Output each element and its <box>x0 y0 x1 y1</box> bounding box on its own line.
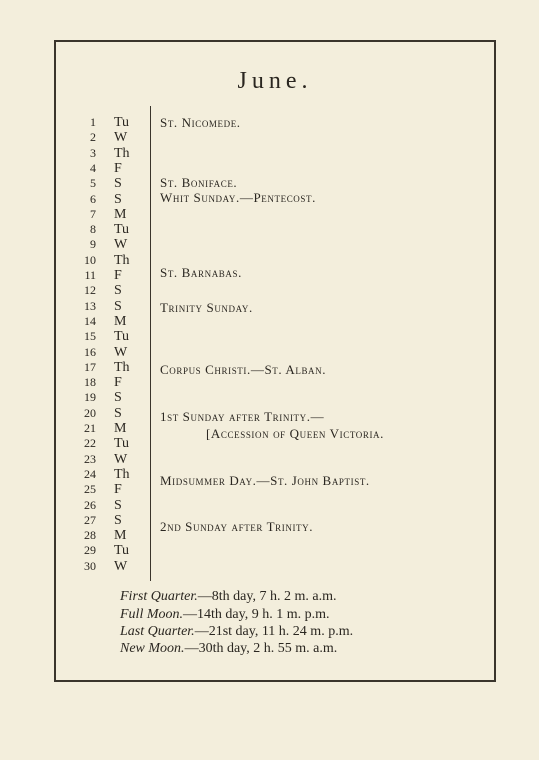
moon-phase-label: New Moon. <box>120 641 185 656</box>
moon-phase-time: —30th day, 2 h. 55 m. a.m. <box>184 641 338 656</box>
event-text: St. Nicomede. <box>160 115 241 130</box>
weekday-abbrev: F <box>114 482 122 498</box>
weekday-abbrev: F <box>114 268 122 283</box>
day-number: 6 <box>90 191 96 206</box>
event-text: Corpus Christi.—St. Alban. <box>160 362 327 377</box>
day-number: 18 <box>84 375 96 390</box>
moon-phase-line <box>120 589 336 605</box>
day-number: 9 <box>90 237 96 252</box>
day-number: 22 <box>84 436 96 451</box>
day-number: 27 <box>84 512 96 527</box>
day-number: 1 <box>90 115 96 129</box>
day-number: 30 <box>84 558 96 573</box>
weekday-abbrev: S <box>114 176 122 192</box>
weekday-abbrev: Tu <box>114 115 130 130</box>
day-number: 16 <box>84 344 96 359</box>
weekday-abbrev: M <box>114 528 127 544</box>
day-number: 24 <box>84 466 96 481</box>
weekday-abbrev: S <box>114 405 122 421</box>
event-text: St. Boniface. <box>160 175 238 190</box>
day-number: 11 <box>84 268 96 282</box>
event-text: Midsummer Day.—St. John Baptist. <box>160 473 370 488</box>
moon-phase-time: —14th day, 9 h. 1 m. p.m. <box>183 607 330 622</box>
weekday-abbrev: Th <box>114 252 130 268</box>
weekday-abbrev: Tu <box>114 543 130 559</box>
day-number: 13 <box>84 298 96 313</box>
day-number: 28 <box>84 528 96 543</box>
moon-phase-time: —21st day, 11 h. 24 m. p.m. <box>194 624 354 639</box>
day-number: 10 <box>84 252 96 267</box>
event-text: St. Barnabas. <box>160 265 242 280</box>
weekday-abbrev: S <box>114 298 122 314</box>
weekday-abbrev: W <box>114 344 128 360</box>
day-number: 4 <box>90 160 96 175</box>
day-number: 5 <box>90 176 96 191</box>
moon-phase-time: —8th day, 7 h. 2 m. a.m. <box>197 589 337 604</box>
weekday-abbrev: Th <box>114 145 130 161</box>
moon-phase-label: First Quarter. <box>120 589 198 604</box>
weekday-abbrev: Tu <box>114 436 130 452</box>
day-number: 20 <box>84 405 96 420</box>
weekday-abbrev: Th <box>114 466 130 482</box>
day-number: 25 <box>84 482 96 497</box>
weekday-abbrev: W <box>114 130 128 146</box>
day-number: 14 <box>84 313 96 328</box>
day-number: 12 <box>84 283 96 298</box>
day-number: 21 <box>84 421 96 435</box>
day-number: 3 <box>90 145 96 160</box>
event-text: Whit Sunday.—Pentecost. <box>160 190 316 205</box>
weekday-abbrev: S <box>114 497 122 513</box>
weekday-abbrev: F <box>114 375 122 391</box>
day-number: 29 <box>84 543 96 558</box>
weekday-abbrev: Th <box>114 359 130 375</box>
day-number: 23 <box>84 451 96 466</box>
moon-phase-label: Full Moon. <box>120 607 183 622</box>
day-number: 26 <box>84 497 96 512</box>
moon-phase-line <box>120 607 329 623</box>
day-number: 15 <box>84 329 96 344</box>
event-text: 2nd Sunday after Trinity. <box>160 519 314 534</box>
weekday-abbrev: M <box>114 206 127 222</box>
day-number: 19 <box>84 390 96 405</box>
weekday-abbrev: S <box>114 390 122 406</box>
event-text: Trinity Sunday. <box>160 300 253 315</box>
weekday-abbrev: Tu <box>114 222 130 238</box>
weekday-abbrev: W <box>114 558 128 574</box>
column-divider <box>150 106 151 581</box>
moon-phase-line <box>120 641 337 657</box>
weekday-abbrev: S <box>114 283 122 299</box>
moon-phase-label: Last Quarter. <box>120 624 195 639</box>
event-text: [Accession of Queen Victoria. <box>206 426 385 441</box>
day-number: 2 <box>90 130 96 145</box>
weekday-abbrev: W <box>114 451 128 467</box>
weekday-abbrev: S <box>114 191 122 207</box>
calendar-frame <box>54 40 496 682</box>
day-number: 7 <box>90 206 96 221</box>
weekday-abbrev: W <box>114 237 128 253</box>
month-title: June. <box>237 68 313 94</box>
day-number: 17 <box>84 359 96 374</box>
moon-phase-line <box>120 624 353 640</box>
weekday-abbrev: Tu <box>114 329 130 345</box>
weekday-abbrev: S <box>114 512 122 528</box>
event-text: 1st Sunday after Trinity.— <box>160 409 325 424</box>
weekday-abbrev: F <box>114 160 122 176</box>
weekday-abbrev: M <box>114 421 127 436</box>
weekday-abbrev: M <box>114 313 127 329</box>
day-number: 8 <box>90 222 96 237</box>
